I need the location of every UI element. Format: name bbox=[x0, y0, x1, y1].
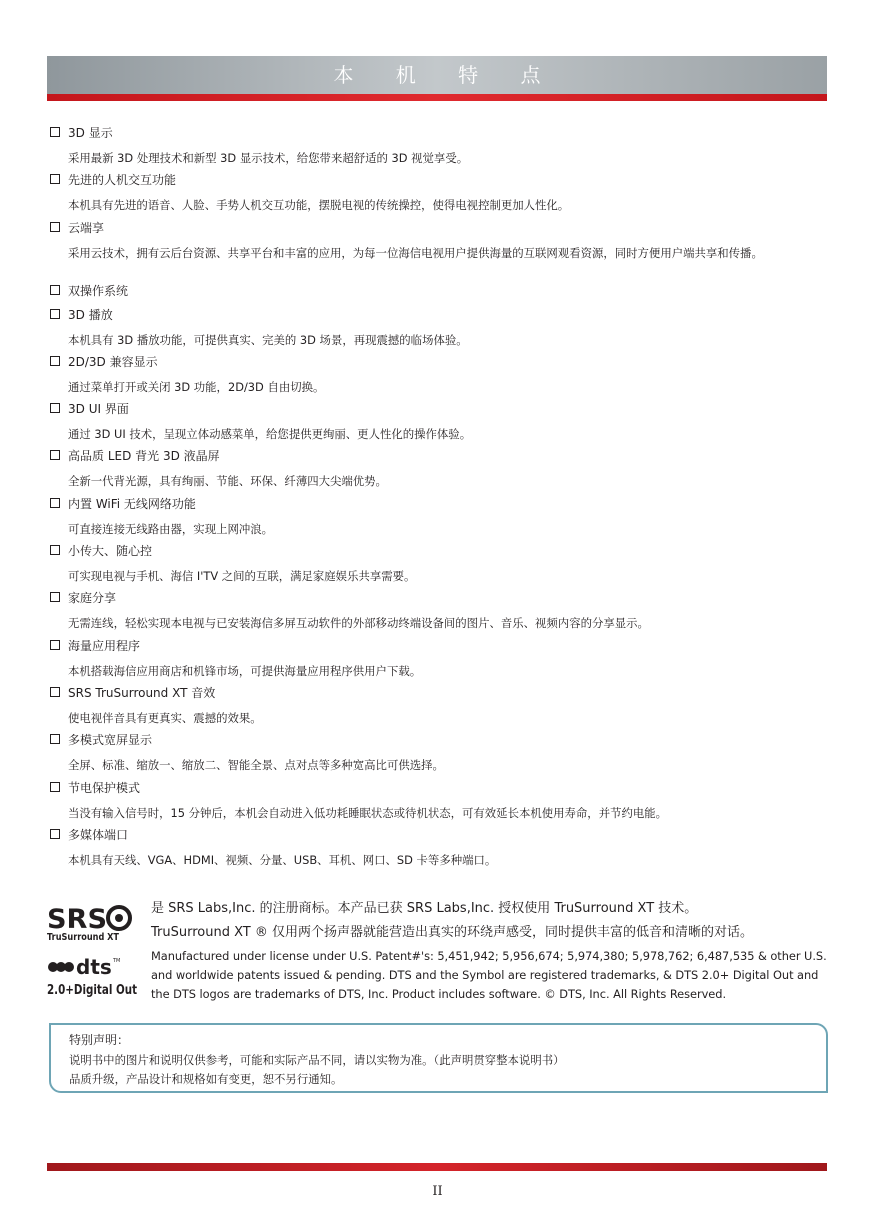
feature-desc: 本机搭载海信应用商店和机锋市场，可提供海量应用程序供用户下载。 bbox=[68, 663, 422, 678]
feature-title: 3D UI 界面 bbox=[68, 402, 129, 417]
srs-license-line: 是 SRS Labs,Inc. 的注册商标。本产品已获 SRS Labs,Inc. 授权使用 TruSurround XT 技术。 bbox=[151, 901, 698, 916]
footer-accent-bar bbox=[47, 1163, 827, 1171]
feature-item bbox=[50, 826, 830, 873]
checkbox-icon bbox=[50, 592, 60, 602]
dts-tagline: 2.0+Digital Out bbox=[47, 983, 137, 998]
feature-title: 云端享 bbox=[68, 220, 105, 235]
feature-title: 双操作系统 bbox=[68, 283, 129, 298]
feature-title: 小传大、随心控 bbox=[68, 544, 153, 559]
checkbox-icon bbox=[50, 222, 60, 232]
page-number: II bbox=[432, 1184, 443, 1199]
feature-item bbox=[50, 124, 830, 171]
checkbox-icon bbox=[50, 734, 60, 744]
feature-item bbox=[50, 495, 830, 542]
dts-logo-text: dts bbox=[76, 955, 112, 979]
feature-desc: 通过 3D UI 技术，呈现立体动感菜单，给您提供更绚丽、更人性化的操作体验。 bbox=[68, 427, 472, 442]
feature-title: 家庭分享 bbox=[68, 591, 117, 606]
special-notice-box bbox=[49, 1023, 828, 1093]
feature-title: 内置 WiFi 无线网络功能 bbox=[68, 496, 196, 511]
feature-title: 多媒体端口 bbox=[68, 827, 129, 842]
feature-desc: 使电视伴音具有更真实、震撼的效果。 bbox=[68, 710, 262, 725]
feature-title: 2D/3D 兼容显示 bbox=[68, 354, 158, 369]
feature-item bbox=[50, 542, 830, 589]
feature-desc: 当没有输入信号时，15 分钟后，本机会自动进入低功耗睡眠状态或待机状态，可有效延长本机使用寿命，并节约电能。 bbox=[68, 805, 668, 820]
checkbox-icon bbox=[50, 640, 60, 650]
page-header bbox=[47, 56, 827, 94]
feature-desc: 采用最新 3D 处理技术和新型 3D 显示技术，给您带来超舒适的 3D 视觉享受。 bbox=[68, 151, 469, 165]
srs-logo-text: SRS bbox=[47, 904, 107, 935]
notice-title: 特别声明： bbox=[69, 1033, 130, 1047]
feature-item bbox=[50, 589, 830, 636]
feature-item bbox=[50, 171, 830, 218]
feature-item bbox=[50, 447, 830, 494]
logo-column bbox=[47, 902, 139, 998]
feature-title: 节电保护模式 bbox=[68, 780, 141, 795]
feature-desc: 采用云技术，拥有云后台资源、共享平台和丰富的应用，为每一位海信电视用户提供海量的互联网观看资源，同时方便用户端共享和传播。 bbox=[68, 245, 763, 260]
dts-logo bbox=[47, 955, 139, 998]
dts-tm: TM bbox=[113, 958, 121, 964]
feature-title: 3D 播放 bbox=[68, 307, 113, 322]
checkbox-icon bbox=[50, 498, 60, 508]
feature-desc: 本机具有先进的语音、人脸、手势人机交互功能，摆脱电视的传统操控，使得电视控制更加人性化。 bbox=[68, 198, 570, 213]
feature-title: 海量应用程序 bbox=[68, 638, 141, 653]
feature-desc: 可实现电视与手机、海信 I'TV 之间的互联，满足家庭娱乐共享需要。 bbox=[68, 569, 416, 584]
feature-desc: 全新一代背光源，具有绚丽、节能、环保、纤薄四大尖端优势。 bbox=[68, 474, 387, 489]
feature-title: 3D 显示 bbox=[68, 126, 113, 140]
feature-desc: 本机具有 3D 播放功能，可提供真实、完美的 3D 场景，再现震撼的临场体验。 bbox=[68, 332, 468, 347]
feature-desc: 全屏、标准、缩放一、缩放二、智能全景、点对点等多种宽高比可供选择。 bbox=[68, 758, 444, 773]
checkbox-icon bbox=[50, 687, 60, 697]
page-title: 本 机 特 点 bbox=[333, 63, 559, 87]
feature-item bbox=[50, 684, 830, 731]
checkbox-icon bbox=[50, 174, 60, 184]
feature-title: 高品质 LED 背光 3D 液晶屏 bbox=[68, 449, 220, 464]
license-block bbox=[151, 899, 831, 1004]
dts-license-text: Manufactured under license under U.S. Patent#'s: 5,451,942; 5,956,674; 5,974,380; 5,978,762; 6,487,535 & other U.S. and worldwide patents issued & pending. DTS and the Symbol are registered trademarks, & DTS 2.0+ Digital Out and the DTS logos are trademarks of DTS, Inc. Product includes software. © DTS, Inc. All Rights Reserved. bbox=[151, 949, 827, 1001]
checkbox-icon bbox=[50, 127, 60, 137]
feature-title: 先进的人机交互功能 bbox=[68, 173, 177, 188]
feature-item bbox=[50, 306, 830, 353]
checkbox-icon bbox=[50, 285, 60, 295]
checkbox-icon bbox=[50, 782, 60, 792]
checkbox-icon bbox=[50, 829, 60, 839]
feature-item bbox=[50, 779, 830, 826]
srs-tagline: TruSurround XT bbox=[47, 932, 120, 943]
feature-item bbox=[50, 282, 830, 306]
feature-desc: 可直接连接无线路由器，实现上网冲浪。 bbox=[68, 521, 274, 536]
feature-desc: 无需连线，轻松实现本电视与已安装海信多屏互动软件的外部移动终端设备间的图片、音乐、视频内容的分享显示。 bbox=[68, 616, 649, 631]
feature-item bbox=[50, 731, 830, 778]
feature-title: SRS TruSurround XT 音效 bbox=[68, 685, 216, 700]
feature-desc: 通过菜单打开或关闭 3D 功能，2D/3D 自由切换。 bbox=[68, 379, 325, 394]
notice-line: 品质升级，产品设计和规格如有变更，恕不另行通知。 bbox=[69, 1072, 343, 1086]
checkbox-icon bbox=[50, 545, 60, 555]
notice-line: 说明书中的图片和说明仅供参考，可能和实际产品不同，请以实物为准。（此声明贯穿整本说明书） bbox=[69, 1053, 565, 1067]
checkbox-icon bbox=[50, 356, 60, 366]
trusurround-line: TruSurround XT ® 仅用两个扬声器就能营造出真实的环绕声感受，同时提供丰富的低音和清晰的对话。 bbox=[151, 925, 753, 940]
header-accent-bar bbox=[47, 94, 827, 101]
feature-item bbox=[50, 219, 830, 282]
feature-item bbox=[50, 400, 830, 447]
feature-item bbox=[50, 353, 830, 400]
feature-list bbox=[50, 124, 830, 873]
feature-item bbox=[50, 637, 830, 684]
feature-desc: 本机具有天线、VGA、HDMI、视频、分量、USB、耳机、网口、SD 卡等多种端口。 bbox=[68, 852, 497, 867]
checkbox-icon bbox=[50, 403, 60, 413]
checkbox-icon bbox=[50, 450, 60, 460]
srs-logo bbox=[47, 902, 139, 942]
checkbox-icon bbox=[50, 309, 60, 319]
feature-title: 多模式宽屏显示 bbox=[68, 733, 153, 748]
